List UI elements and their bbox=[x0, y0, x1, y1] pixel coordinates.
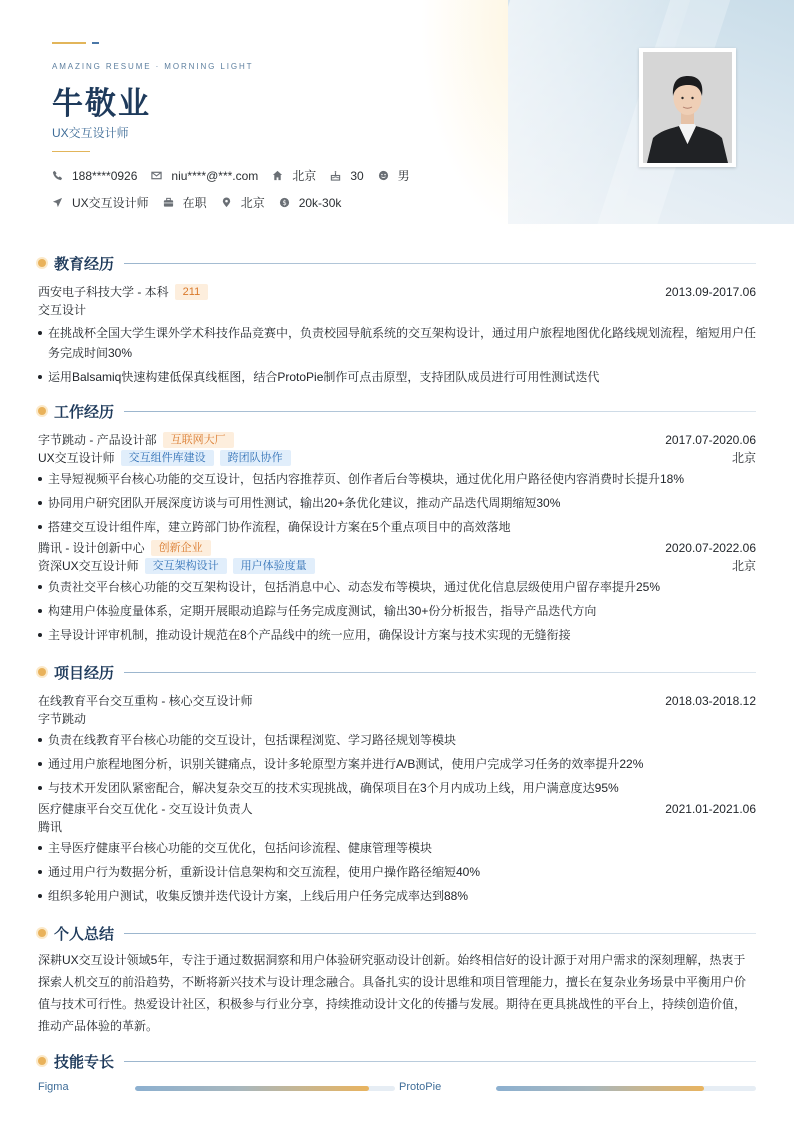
face-icon bbox=[378, 170, 389, 181]
company-name: 腾讯 - 设计创新中心 bbox=[38, 541, 145, 555]
education-entry-header bbox=[38, 283, 756, 301]
skill-level-bar bbox=[135, 1086, 395, 1091]
list-item: 负责社交平台核心功能的交互架构设计，包括消息中心、动态发布等模块，通过优化信息层级使用户留存率提升25% bbox=[38, 577, 756, 597]
send-icon bbox=[52, 197, 63, 208]
list-item: 协同用户研究团队开展深度访谈与可用性测试，输出20+条优化建议，推动产品迭代周期缩短30% bbox=[38, 493, 756, 513]
role-tag: 交互架构设计 bbox=[145, 558, 227, 574]
work-section bbox=[38, 401, 756, 645]
contact-email: niu****@***.com bbox=[151, 169, 258, 183]
work-role-row bbox=[38, 449, 756, 467]
project-entry-header bbox=[38, 800, 756, 818]
education-major: 交互设计 bbox=[38, 303, 87, 317]
list-item: 通过用户行为数据分析，重新设计信息架构和交互流程，使用户操作路径缩短40% bbox=[38, 862, 756, 882]
mail-icon bbox=[151, 170, 162, 181]
job-intent-row bbox=[52, 194, 355, 211]
intent-position: UX交互设计师 bbox=[52, 194, 149, 211]
work-entry-header bbox=[38, 431, 756, 449]
list-item: 在挑战杯全国大学生课外学术科技作品竞赛中，负责校园导航系统的交互架构设计，通过用户旅程地图优化路线规划流程，缩短用户任务完成时间30% bbox=[38, 323, 756, 363]
work-bullets bbox=[38, 469, 756, 537]
list-item: 构建用户体验度量体系，定期开展眼动追踪与任务完成度测试，输出30+份分析报告，指导产品迭代方向 bbox=[38, 601, 756, 621]
project-entry-header bbox=[38, 692, 756, 710]
projects-heading: 项目经历 bbox=[38, 662, 756, 682]
job-role: 资深UX交互设计师 bbox=[38, 559, 139, 573]
location-pin-icon bbox=[221, 197, 232, 208]
intent-status: 在职 bbox=[163, 194, 207, 211]
list-item: 搭建交互设计组件库，建立跨部门协作流程，确保设计方案在5个重点项目中的高效落地 bbox=[38, 517, 756, 537]
role-tag: 用户体验度量 bbox=[233, 558, 315, 574]
education-date: 2013.09-2017.06 bbox=[665, 285, 756, 299]
briefcase-icon bbox=[163, 197, 174, 208]
portrait-illustration bbox=[643, 52, 732, 163]
title-divider bbox=[52, 151, 90, 152]
bullet-dot-icon bbox=[38, 259, 46, 267]
intent-city: 北京 bbox=[221, 194, 265, 211]
list-item: 组织多轮用户测试，收集反馈并迭代设计方案，上线后用户任务完成率达到88% bbox=[38, 886, 756, 906]
project-org: 腾讯 bbox=[38, 820, 63, 834]
summary-heading: 个人总结 bbox=[38, 923, 756, 943]
summary-text: 深耕UX交互设计领域5年，专注于通过数据洞察和用户体验研究驱动设计创新。始终相信好的设计源于对用户需求的深刻理解，热衷于探索人机交互的前沿趋势，不断将新兴技术与设计理念融合。具备扎实的设计思维和项目管理能力，擅长在复杂业务场景中平衡用户价值与技术可行性。热爱设计社区，积极参与行业分享，持续推动设计文化的传播与发展。期待在更具挑战性的平台上，持续创造价值，推动产品体验的革新。 bbox=[38, 953, 747, 1033]
skill-level-bar bbox=[496, 1086, 756, 1091]
list-item: 运用Balsamiq快速构建低保真线框图，结合ProtoPie制作可点击原型，支持团队成员进行可用性测试迭代 bbox=[38, 367, 756, 387]
work-date: 2017.07-2020.06 bbox=[665, 433, 756, 447]
company-tag: 创新企业 bbox=[151, 540, 211, 556]
list-item: 主导设计评审机制，推动设计规范在8个产品线中的统一应用，确保设计方案与技术实现的无缝衔接 bbox=[38, 625, 756, 645]
work-bullets bbox=[38, 577, 756, 645]
tagline: AMAZING RESUME · MORNING LIGHT bbox=[52, 62, 254, 71]
role-tag: 跨团队协作 bbox=[220, 450, 291, 466]
accent-lines bbox=[52, 34, 99, 52]
phone-icon bbox=[52, 170, 63, 181]
project-date: 2021.01-2021.06 bbox=[665, 802, 756, 816]
work-city: 北京 bbox=[731, 451, 756, 465]
list-item: 负责在线教育平台核心功能的交互设计，包括课程浏览、学习路径规划等模块 bbox=[38, 730, 756, 750]
contact-city: 北京 bbox=[272, 167, 316, 184]
skill-level-fill bbox=[135, 1086, 369, 1091]
intent-salary: $ 20k-30k bbox=[279, 196, 342, 210]
candidate-name: 牛敬业 bbox=[52, 86, 151, 121]
project-date: 2018.03-2018.12 bbox=[665, 694, 756, 708]
job-role: UX交互设计师 bbox=[38, 451, 115, 465]
school-name: 西安电子科技大学 - 本科 bbox=[38, 285, 169, 299]
work-entry-header bbox=[38, 539, 756, 557]
contact-row bbox=[52, 167, 424, 184]
list-item: 与技术开发团队紧密配合，解决复杂交互的技术实现挑战，确保项目在3个月内成功上线，用户满意度达95% bbox=[38, 778, 756, 798]
skill-level-fill bbox=[496, 1086, 704, 1091]
work-city: 北京 bbox=[731, 559, 756, 573]
education-bullets bbox=[38, 323, 756, 387]
projects-section bbox=[38, 662, 756, 906]
skill-name: Figma bbox=[38, 1081, 69, 1093]
svg-text:$: $ bbox=[282, 198, 287, 207]
project-bullets bbox=[38, 730, 756, 798]
company-tag: 互联网大厂 bbox=[163, 432, 234, 448]
contact-gender: 男 bbox=[378, 167, 410, 184]
work-date: 2020.07-2022.06 bbox=[665, 541, 756, 555]
contact-age: 30 bbox=[330, 169, 363, 183]
money-icon bbox=[279, 197, 290, 208]
bullet-dot-icon bbox=[38, 929, 46, 937]
education-section bbox=[38, 253, 756, 387]
birthday-cake-icon bbox=[330, 170, 341, 181]
project-org: 字节跳动 bbox=[38, 712, 87, 726]
company-name: 字节跳动 - 产品设计部 bbox=[38, 433, 157, 447]
bullet-dot-icon bbox=[38, 407, 46, 415]
work-heading: 工作经历 bbox=[38, 401, 756, 421]
profile-photo bbox=[639, 48, 736, 167]
list-item: 主导医疗健康平台核心功能的交互优化，包括问诊流程、健康管理等模块 bbox=[38, 838, 756, 858]
work-role-row bbox=[38, 557, 756, 575]
list-item: 通过用户旅程地图分析，识别关键痛点，设计多轮原型方案并进行A/B测试，使用户完成学习任务的效率提升22% bbox=[38, 754, 756, 774]
resume-header bbox=[0, 0, 794, 236]
project-bullets bbox=[38, 838, 756, 906]
candidate-title: UX交互设计师 bbox=[52, 126, 129, 140]
project-title: 医疗健康平台交互优化 - 交互设计负责人 bbox=[38, 802, 253, 816]
bullet-dot-icon bbox=[38, 1057, 46, 1065]
contact-phone: 188****0926 bbox=[52, 169, 137, 183]
bullet-dot-icon bbox=[38, 668, 46, 676]
summary-section bbox=[38, 923, 756, 1037]
home-icon bbox=[272, 170, 283, 181]
list-item: 主导短视频平台核心功能的交互设计，包括内容推荐页、创作者后台等模块，通过优化用户路径使内容消费时长提升18% bbox=[38, 469, 756, 489]
skill-name: ProtoPie bbox=[399, 1081, 442, 1093]
skills-section bbox=[38, 1051, 756, 1071]
education-heading: 教育经历 bbox=[38, 253, 756, 273]
project-title: 在线教育平台交互重构 - 核心交互设计师 bbox=[38, 694, 253, 708]
skills-list bbox=[38, 1081, 756, 1097]
role-tag: 交互组件库建设 bbox=[121, 450, 214, 466]
school-tag: 211 bbox=[175, 284, 209, 300]
skills-heading: 技能专长 bbox=[38, 1051, 756, 1071]
